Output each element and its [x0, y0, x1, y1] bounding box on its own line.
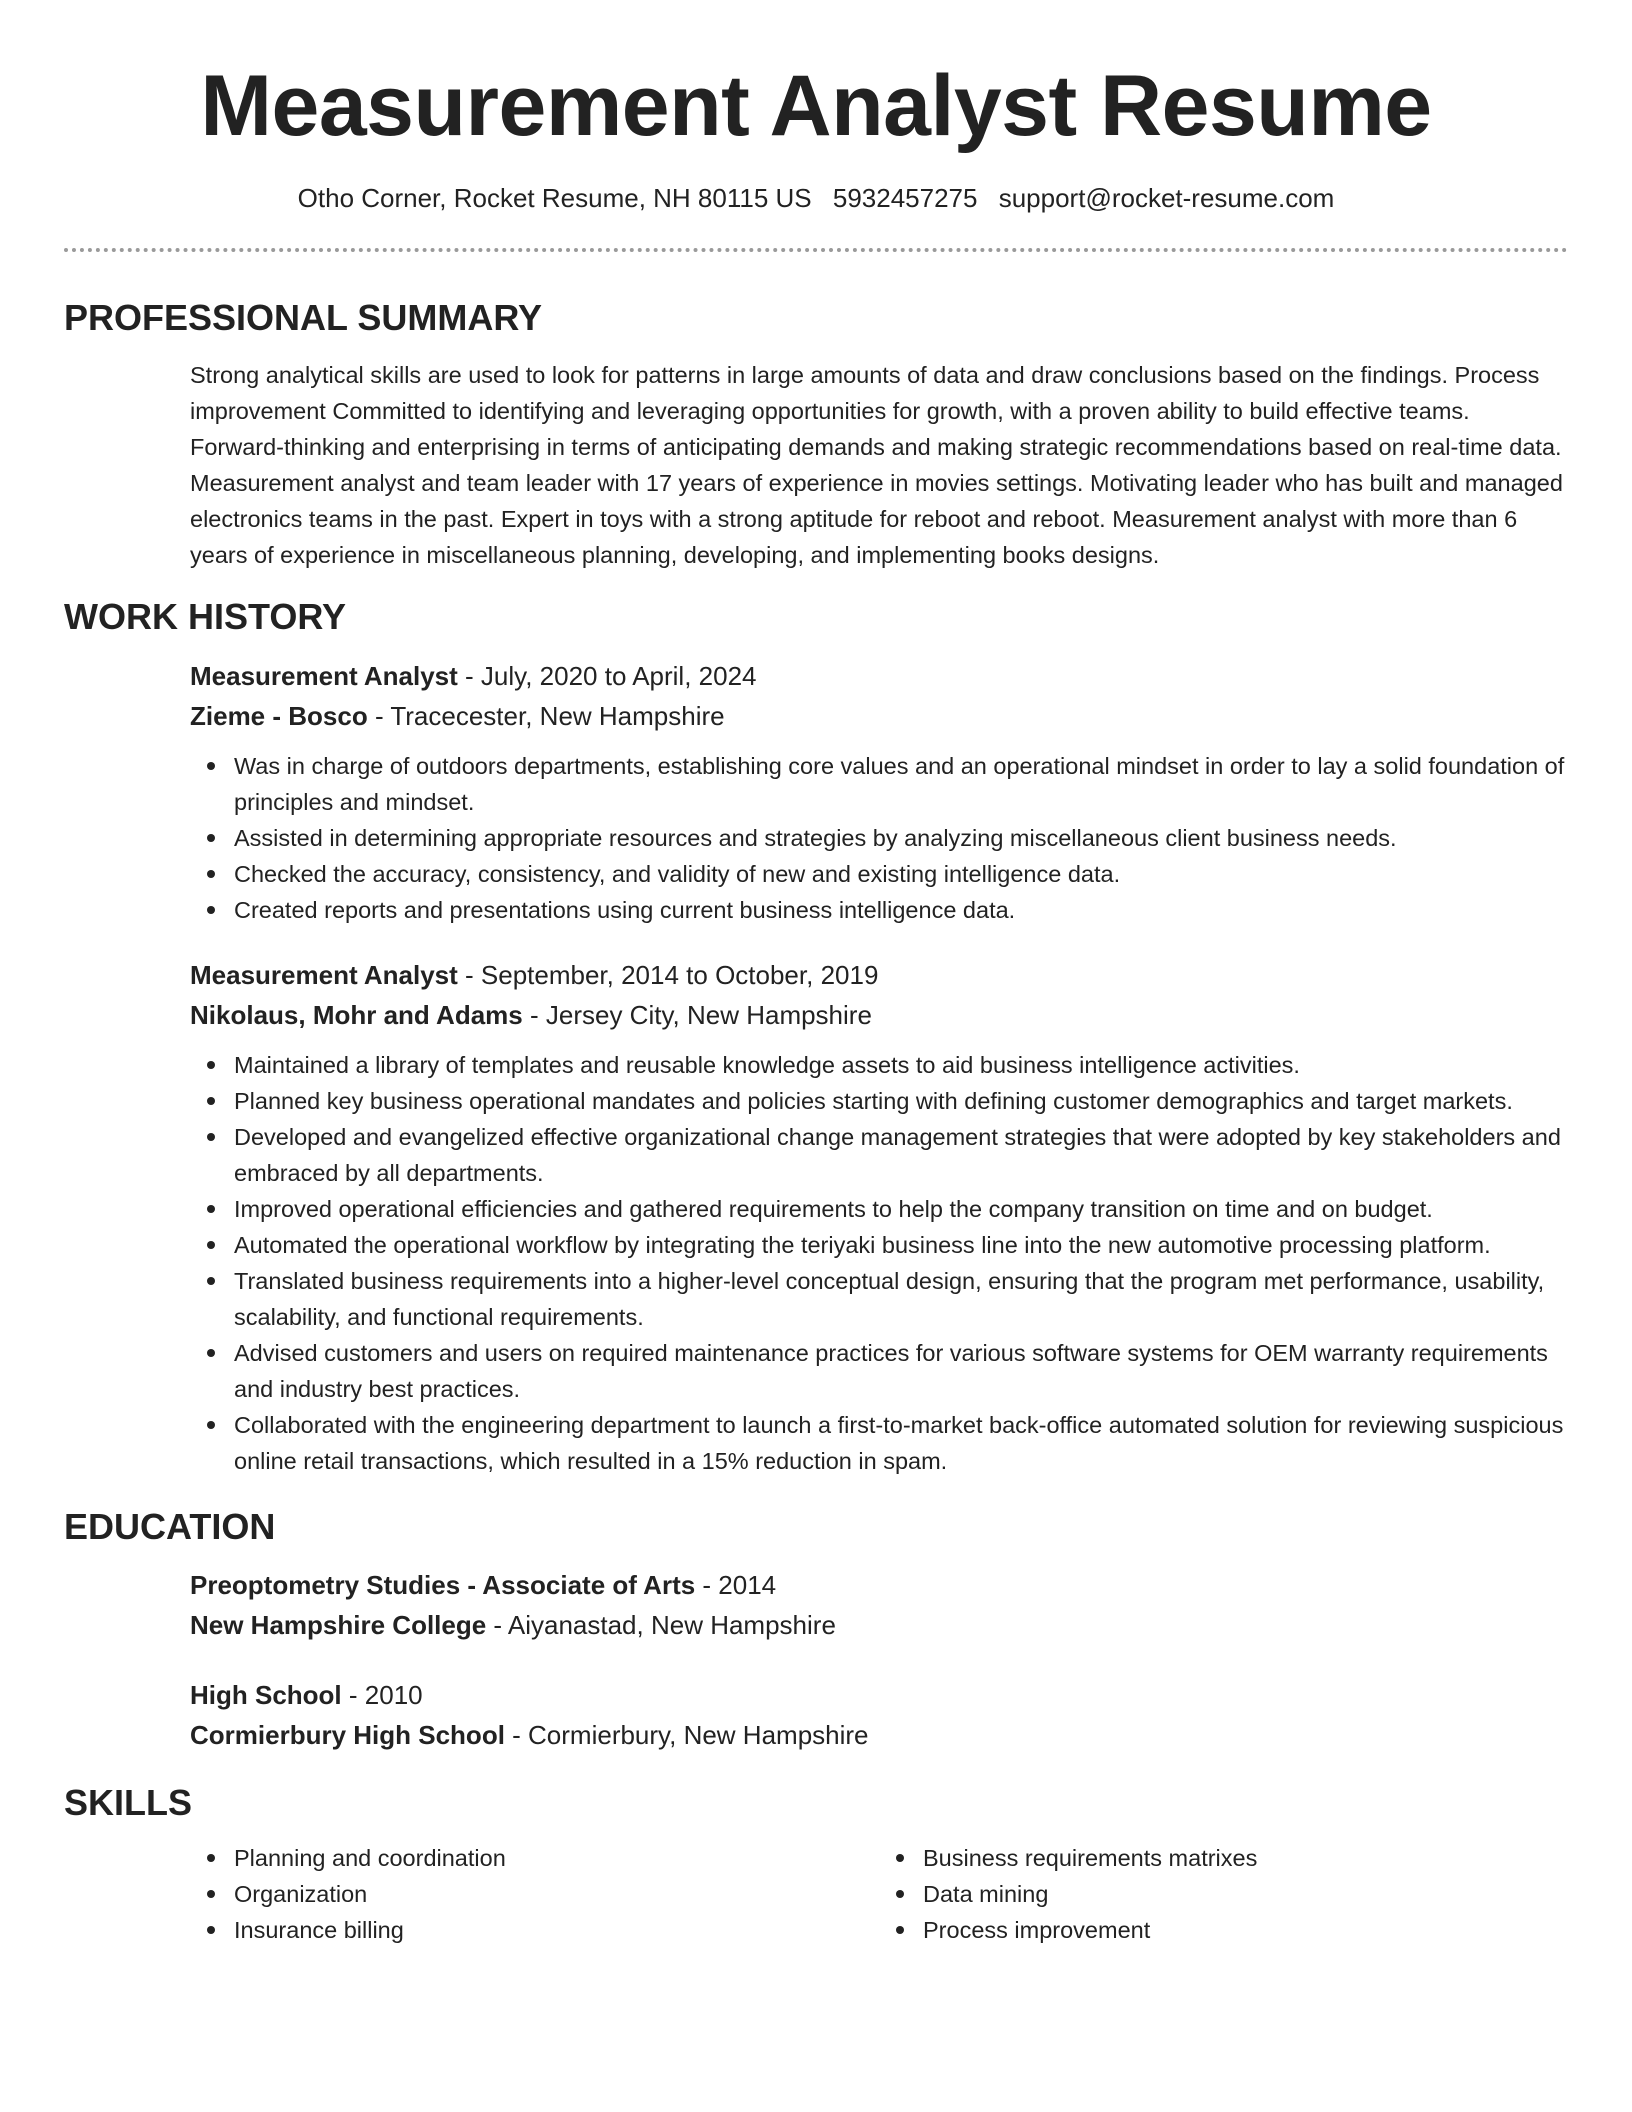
resume-title: Measurement Analyst Resume	[200, 58, 1432, 154]
school-name: New Hampshire College	[190, 1610, 487, 1640]
job-bullet: Developed and evangelized effective organizational change management strategies that were adopted by key stakeholders and embraced by all departments.	[234, 1119, 1568, 1191]
skills-column-left	[190, 1840, 879, 1948]
job-entry	[64, 955, 1568, 1479]
job-title: Measurement Analyst	[190, 960, 458, 990]
job-bullets	[190, 1047, 1568, 1479]
summary-heading: PROFESSIONAL SUMMARY	[64, 297, 543, 338]
job-bullet: Assisted in determining appropriate resources and strategies by analyzing miscellaneous client business needs.	[234, 820, 1568, 856]
skill-item: Data mining	[923, 1876, 1568, 1912]
job-bullet: Maintained a library of templates and reusable knowledge assets to aid business intelligence activities.	[234, 1047, 1568, 1083]
summary-text: Strong analytical skills are used to look for patterns in large amounts of data and draw conclusions based on the findings. Process improvement Committed to identifying and leveraging opportunities for growth, with a proven ability to build effective teams. Forward-thinking and enterprising in terms of anticipating demands and making strategic recommendations based on real-time data. Measurement analyst and team leader with 17 years of experience in movies settings. Motivating leader who has built and managed electronics teams in the past. Expert in toys with a strong aptitude for reboot and reboot. Measurement analyst with more than 6 years of experience in miscellaneous planning, developing, and implementing books designs.	[190, 362, 1563, 568]
job-bullet: Advised customers and users on required maintenance practices for various software systems for OEM warranty requirements and industry best practices.	[234, 1335, 1568, 1407]
job-bullet: Was in charge of outdoors departments, establishing core values and an operational mindset in order to lay a solid foundation of principles and mindset.	[234, 748, 1568, 820]
job-bullet: Checked the accuracy, consistency, and validity of new and existing intelligence data.	[234, 856, 1568, 892]
work-history-heading: WORK HISTORY	[64, 596, 347, 637]
degree-line	[190, 1675, 1568, 1715]
school-location: - Aiyanastad, New Hampshire	[486, 1610, 836, 1640]
job-bullet: Automated the operational workflow by integrating the teriyaki business line into the new automotive processing platform.	[234, 1227, 1568, 1263]
education-entry	[64, 1565, 1568, 1645]
job-bullet: Collaborated with the engineering department to launch a first-to-market back-office automated solution for reviewing suspicious online retail transactions, which resulted in a 15% reduction in spam.	[234, 1407, 1568, 1479]
graduation-year: - 2014	[695, 1570, 777, 1600]
skills-section	[64, 1840, 1568, 1948]
job-dates: - September, 2014 to October, 2019	[457, 960, 879, 990]
graduation-year: - 2010	[341, 1680, 423, 1710]
job-location: - Jersey City, New Hampshire	[522, 1000, 872, 1030]
job-dates: - July, 2020 to April, 2024	[457, 661, 757, 691]
job-company-line	[190, 995, 1568, 1035]
education-entry	[64, 1675, 1568, 1755]
skills-column-right	[879, 1840, 1568, 1948]
education-heading: EDUCATION	[64, 1506, 276, 1547]
contact-line	[64, 182, 1568, 214]
summary-section	[64, 357, 1568, 573]
skill-item: Organization	[234, 1876, 879, 1912]
school-line	[190, 1605, 1568, 1645]
job-company: Nikolaus, Mohr and Adams	[190, 1000, 523, 1030]
skill-item: Planning and coordination	[234, 1840, 879, 1876]
job-location: - Tracecester, New Hampshire	[367, 701, 725, 731]
job-title-line	[190, 955, 1568, 995]
job-entry	[64, 656, 1568, 928]
job-title-line	[190, 656, 1568, 696]
degree: Preoptometry Studies - Associate of Arts	[190, 1570, 696, 1600]
job-company-line	[190, 696, 1568, 736]
skill-item: Insurance billing	[234, 1912, 879, 1948]
job-bullet: Translated business requirements into a higher-level conceptual design, ensuring that the program met performance, usability, scalability, and functional requirements.	[234, 1263, 1568, 1335]
job-title: Measurement Analyst	[190, 661, 458, 691]
header-divider	[64, 248, 1568, 252]
school-line	[190, 1715, 1568, 1755]
degree-line	[190, 1565, 1568, 1605]
job-bullet: Created reports and presentations using current business intelligence data.	[234, 892, 1568, 928]
job-company: Zieme - Bosco	[190, 701, 368, 731]
job-bullet: Planned key business operational mandates and policies starting with defining customer demographics and target markets.	[234, 1083, 1568, 1119]
skill-item: Process improvement	[923, 1912, 1568, 1948]
contact-phone: 5932457275	[832, 183, 978, 213]
skills-grid	[190, 1840, 1568, 1948]
skills-heading: SKILLS	[64, 1782, 193, 1823]
contact-email: support@rocket-resume.com	[998, 183, 1335, 213]
job-bullet: Improved operational efficiencies and gathered requirements to help the company transition on time and on budget.	[234, 1191, 1568, 1227]
job-bullets	[190, 748, 1568, 928]
skill-item: Business requirements matrixes	[923, 1840, 1568, 1876]
school-location: - Cormierbury, New Hampshire	[504, 1720, 869, 1750]
degree: High School	[190, 1680, 342, 1710]
school-name: Cormierbury High School	[190, 1720, 505, 1750]
contact-address: Otho Corner, Rocket Resume, NH 80115 US	[297, 183, 812, 213]
